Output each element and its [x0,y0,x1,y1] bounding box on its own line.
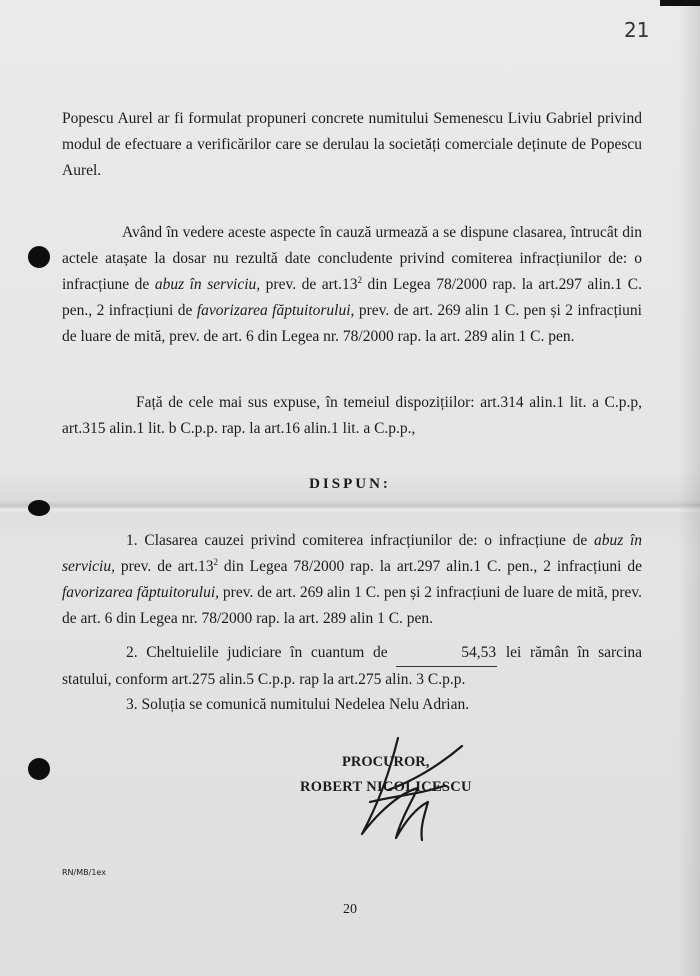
text-run: din Legea 78/2000 rap. la art.297 alin.1 C. pen., 2 infracțiuni de [62,276,643,319]
order-item-3 [62,692,642,718]
paper-fold [0,500,700,514]
document-reference: RN/MB/1ex [62,868,106,877]
paragraph-considerations [62,220,642,350]
paragraph-intro-text: Popescu Aurel ar fi formulat propuneri concrete numitului Semenescu Liviu Gabriel privind modul de efectuare a verificărilor care se derulau la societăți comerciale deținute de Popescu Aurel. [62,110,642,179]
signature-name: ROBERT NICOLICESCU [300,779,472,795]
paragraph-legal-basis [62,390,642,442]
order-item-2 [62,640,642,693]
text-run: din Legea 78/2000 rap. la art.297 alin.1 C. pen., 2 infracțiuni de [217,558,642,575]
handwritten-amount: 54,53 [396,640,497,667]
punch-hole [28,500,50,516]
superscript: 2 [357,274,362,285]
text-run: Având în vedere aceste aspecte în cauză urmează a se dispune clasarea, întrucât din actele atașate la dosar nu rezultă date concludente privind comiterea infracțiunilor de: o infracțiune de [62,224,642,293]
section-heading: DISPUN: [309,476,391,492]
offence-name: favorizarea făptuitorului, [196,302,355,319]
text-run: 2. Cheltuielile judiciare în cuantum de [126,644,397,661]
offence-name: abuz în serviciu, [154,276,261,293]
text-run: prev. de art.13 [114,558,214,575]
handwritten-page-mark: 21 [624,18,650,42]
text-run: prev. de art.13 [260,276,358,293]
signature-title: PROCUROR, [342,754,430,770]
order-item-1 [62,528,642,632]
text-run: prev. de art. 269 alin 1 C. pen și 2 infracțiuni de luare de mită, prev. de art. 6 din Legea nr. 78/2000 rap. la art. 289 alin 1 C. pen. [62,302,642,345]
page-number: 20 [343,902,357,917]
handwritten-signature [340,730,470,850]
paragraph-intro [62,106,642,184]
offence-name: abuz în serviciu, [62,532,643,575]
punch-hole [28,246,50,268]
punch-hole [28,758,50,780]
text-run: lei rămân în sarcina statului, conform art.275 alin.5 C.p.p. rap la art.275 alin. 3 C.p.p. [62,644,642,688]
offence-name: favorizarea făptuitorului, [62,584,220,601]
text-run: prev. de art. 269 alin 1 C. pen și 2 infracțiuni de luare de mită, prev. de art. 6 din Legea nr. 78/2000 rap. la art. 289 alin 1 C. pen. [62,584,642,627]
text-run: 1. Clasarea cauzei privind comiterea infracțiunilor de: o infracțiune de [126,532,594,549]
paragraph-legal-basis-text: Față de cele mai sus expuse, în temeiul dispozițiilor: art.314 alin.1 lit. a C.p.p, art.315 alin.1 lit. b C.p.p. rap. la art.16 alin.1 lit. a C.p.p., [62,394,642,437]
superscript: 2 [213,556,218,567]
paper-corner [660,0,700,6]
order-item-3-text: 3. Soluția se comunică numitului Nedelea Nelu Adrian. [126,696,470,713]
